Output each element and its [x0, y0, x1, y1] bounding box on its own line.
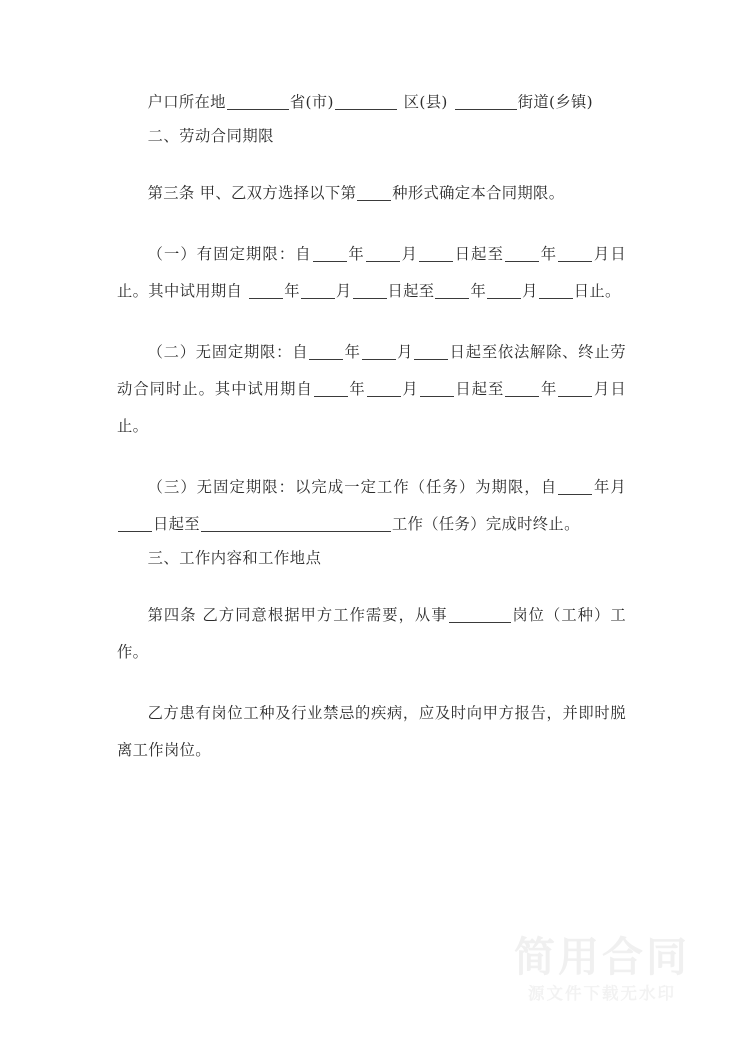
- fill-blank[interactable]: [335, 94, 397, 110]
- block-section-2-heading: [117, 121, 626, 151]
- block-residence: [117, 84, 626, 121]
- watermark-tagline: 源文件下载无水印: [528, 983, 676, 1003]
- fill-blank[interactable]: [505, 246, 539, 262]
- text-run: 日起至: [454, 380, 505, 398]
- text-run: 月: [396, 343, 414, 361]
- fill-blank[interactable]: [420, 381, 454, 397]
- fill-blank[interactable]: [414, 344, 448, 360]
- fill-blank[interactable]: [227, 94, 289, 110]
- text-run: 年: [539, 245, 558, 263]
- text-run: 区(县): [403, 93, 448, 111]
- text-run: 省(市): [289, 93, 334, 111]
- text-run: 日起至: [153, 515, 200, 533]
- watermark-brand: 简用合同: [514, 932, 690, 981]
- text-run: 二、劳动合同期限: [147, 127, 274, 145]
- text-run: 岗位（工种）工作。: [117, 606, 627, 661]
- text-run: 月: [610, 478, 626, 496]
- fill-blank[interactable]: [301, 283, 335, 299]
- text-run: 月: [401, 380, 419, 398]
- text-run: 日起至依法解除、终止劳动合同时止。其中试用期自: [117, 343, 626, 398]
- fill-blank[interactable]: [362, 344, 396, 360]
- text-run: 年: [593, 478, 611, 496]
- text-run: 第四条 乙方同意根据甲方工作需要，从事: [147, 606, 448, 624]
- text-run: 年: [540, 380, 558, 398]
- text-run: 月: [593, 380, 611, 398]
- fill-blank[interactable]: [313, 246, 347, 262]
- fill-blank[interactable]: [487, 283, 521, 299]
- text-run: 日止。: [117, 380, 626, 435]
- fill-blank[interactable]: [558, 381, 592, 397]
- text-run: 日止。其中试用期自: [117, 245, 626, 300]
- fill-blank[interactable]: [249, 283, 283, 299]
- text-run: 年: [344, 343, 361, 361]
- text-run: 乙方患有岗位工种及行业禁忌的疾病，应及时向甲方报告，并即时脱离工作岗位。: [117, 704, 626, 759]
- fill-blank[interactable]: [435, 283, 469, 299]
- text-run: 年: [470, 282, 487, 300]
- text-run: （二）无固定期限：自: [147, 343, 309, 361]
- text-run: 月: [335, 282, 352, 300]
- block-option-1: [117, 236, 626, 310]
- text-run: （三）无固定期限：以完成一定工作（任务）为期限，自: [147, 478, 558, 496]
- fill-blank[interactable]: [455, 94, 517, 110]
- text-run: 年: [348, 380, 366, 398]
- text-run: 工作（任务）完成时终止。: [391, 515, 580, 533]
- text-run: 日起至: [387, 282, 435, 300]
- fill-blank[interactable]: [366, 246, 400, 262]
- text-run: 日止。: [573, 282, 621, 300]
- text-run: 年: [347, 245, 365, 263]
- fill-blank[interactable]: [309, 344, 343, 360]
- fill-blank[interactable]: [367, 381, 401, 397]
- text-run: 月: [400, 245, 418, 263]
- fill-blank[interactable]: [449, 607, 511, 623]
- block-option-2: [117, 334, 626, 445]
- watermark: [514, 932, 690, 1003]
- fill-blank[interactable]: [558, 246, 592, 262]
- block-article-4-note: [117, 695, 626, 769]
- fill-blank[interactable]: [419, 246, 453, 262]
- fill-blank[interactable]: [353, 283, 387, 299]
- block-option-3: [117, 469, 626, 543]
- fill-blank[interactable]: [357, 185, 391, 201]
- text-run: 月: [522, 282, 538, 300]
- text-run: 年: [284, 282, 300, 300]
- text-run: 三、工作内容和工作地点: [147, 549, 322, 567]
- fill-blank[interactable]: [558, 479, 592, 495]
- fill-blank[interactable]: [505, 381, 539, 397]
- text-run: 月: [593, 245, 611, 263]
- block-section-3-heading: [117, 543, 626, 573]
- fill-blank[interactable]: [201, 516, 391, 532]
- text-run: 日起至: [454, 245, 504, 263]
- block-article-3: [117, 175, 626, 212]
- document-text-body: [117, 84, 626, 769]
- text-run: （一）有固定期限：自: [147, 245, 312, 263]
- text-run: 户口所在地: [147, 93, 226, 111]
- block-article-4: [117, 597, 626, 671]
- text-run: 街道(乡镇): [517, 93, 593, 111]
- text-run: 种形式确定本合同期限。: [392, 184, 565, 202]
- text-run: 第三条 甲、乙双方选择以下第: [147, 184, 357, 202]
- fill-blank[interactable]: [539, 283, 573, 299]
- fill-blank[interactable]: [314, 381, 348, 397]
- fill-blank[interactable]: [118, 516, 152, 532]
